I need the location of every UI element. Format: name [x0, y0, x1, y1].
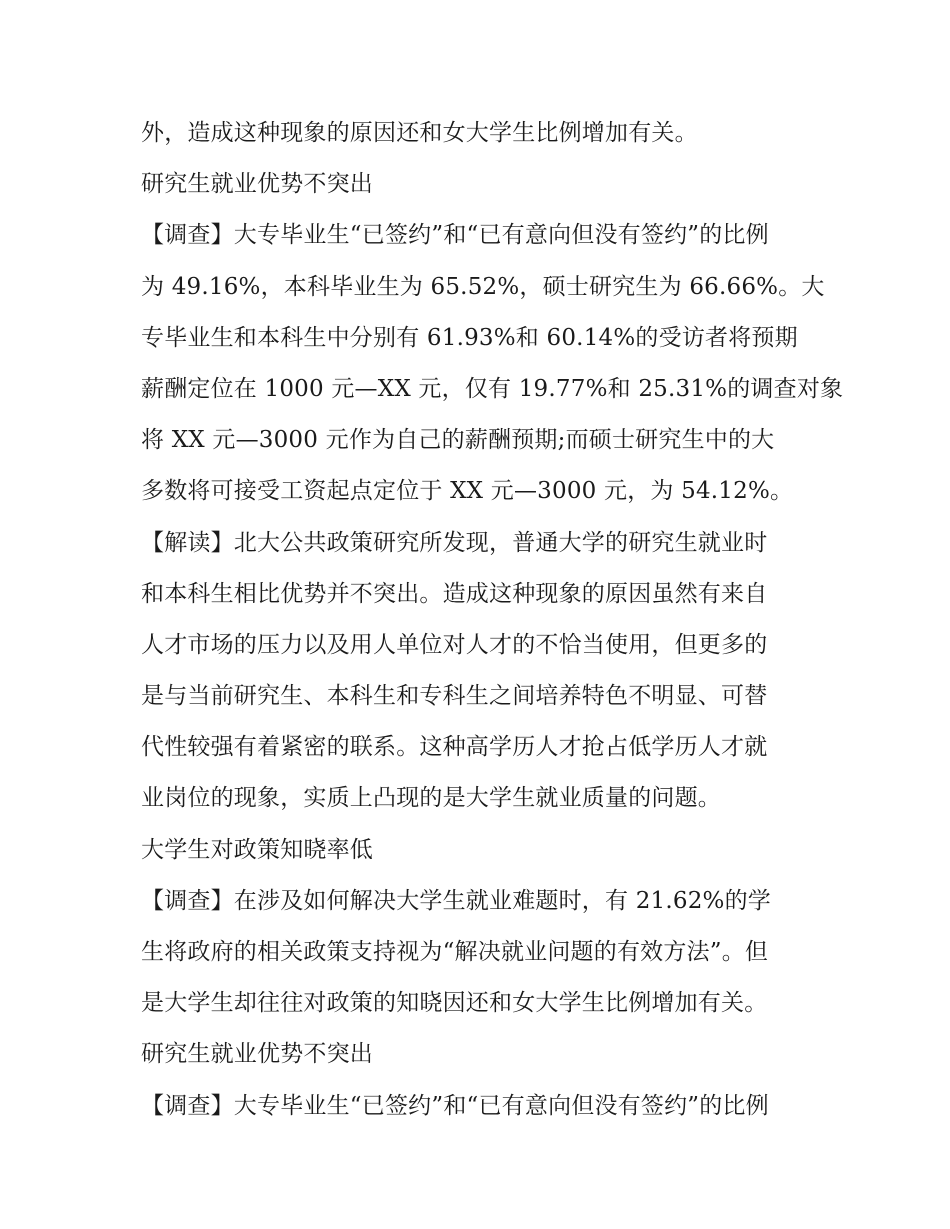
text-line: 【调查】在涉及如何解决大学生就业难题时，有 21.62%的学 — [141, 887, 772, 914]
text-line: 为 49.16%，本科毕业生为 65.52%，硕士研究生为 66.66%。大 — [141, 273, 825, 300]
text-line: 外，造成这种现象的原因还和女大学生比例增加有关。 — [141, 120, 698, 146]
section-heading: 研究生就业优势不突出 — [141, 171, 373, 198]
text-line: 【调查】大专毕业生“已签约”和“已有意向但没有签约”的比例 — [141, 1092, 769, 1119]
text-line: 代性较强有着紧密的联系。这种高学历人才抢占低学历人才就 — [141, 734, 768, 761]
text-line: 薪酬定位在 1000 元—XX 元，仅有 19.77%和 25.31%的调查对象 — [141, 375, 844, 402]
text-line: 是大学生却往往对政策的知晓因还和女大学生比例增加有关。 — [141, 990, 768, 1017]
text-line: 【解读】北大公共政策研究所发现，普通大学的研究生就业时 — [141, 529, 768, 556]
text-line: 多数将可接受工资起点定位于 XX 元—3000 元，为 54.12%。 — [141, 478, 794, 505]
text-line: 和本科生相比优势并不突出。造成这种现象的原因虽然有来自 — [141, 580, 768, 607]
text-line: 人才市场的压力以及用人单位对人才的不恰当使用，但更多的 — [141, 631, 768, 658]
section-heading: 大学生对政策知晓率低 — [141, 836, 373, 863]
text-line: 是与当前研究生、本科生和专科生之间培养特色不明显、可替 — [141, 683, 768, 710]
document-body — [141, 108, 844, 1132]
text-line: 业岗位的现象，实质上凸现的是大学生就业质量的问题。 — [141, 785, 721, 812]
text-line: 专毕业生和本科生中分别有 61.93%和 60.14%的受访者将预期 — [141, 324, 798, 351]
text-line: 生将政府的相关政策支持视为“解决就业问题的有效方法”。但 — [141, 939, 769, 965]
text-line: 将 XX 元—3000 元作为自己的薪酬预期;而硕士研究生中的大 — [141, 427, 775, 454]
section-heading: 研究生就业优势不突出 — [141, 1041, 373, 1068]
text-line: 【调查】大专毕业生“已签约”和“已有意向但没有签约”的比例 — [141, 222, 769, 249]
